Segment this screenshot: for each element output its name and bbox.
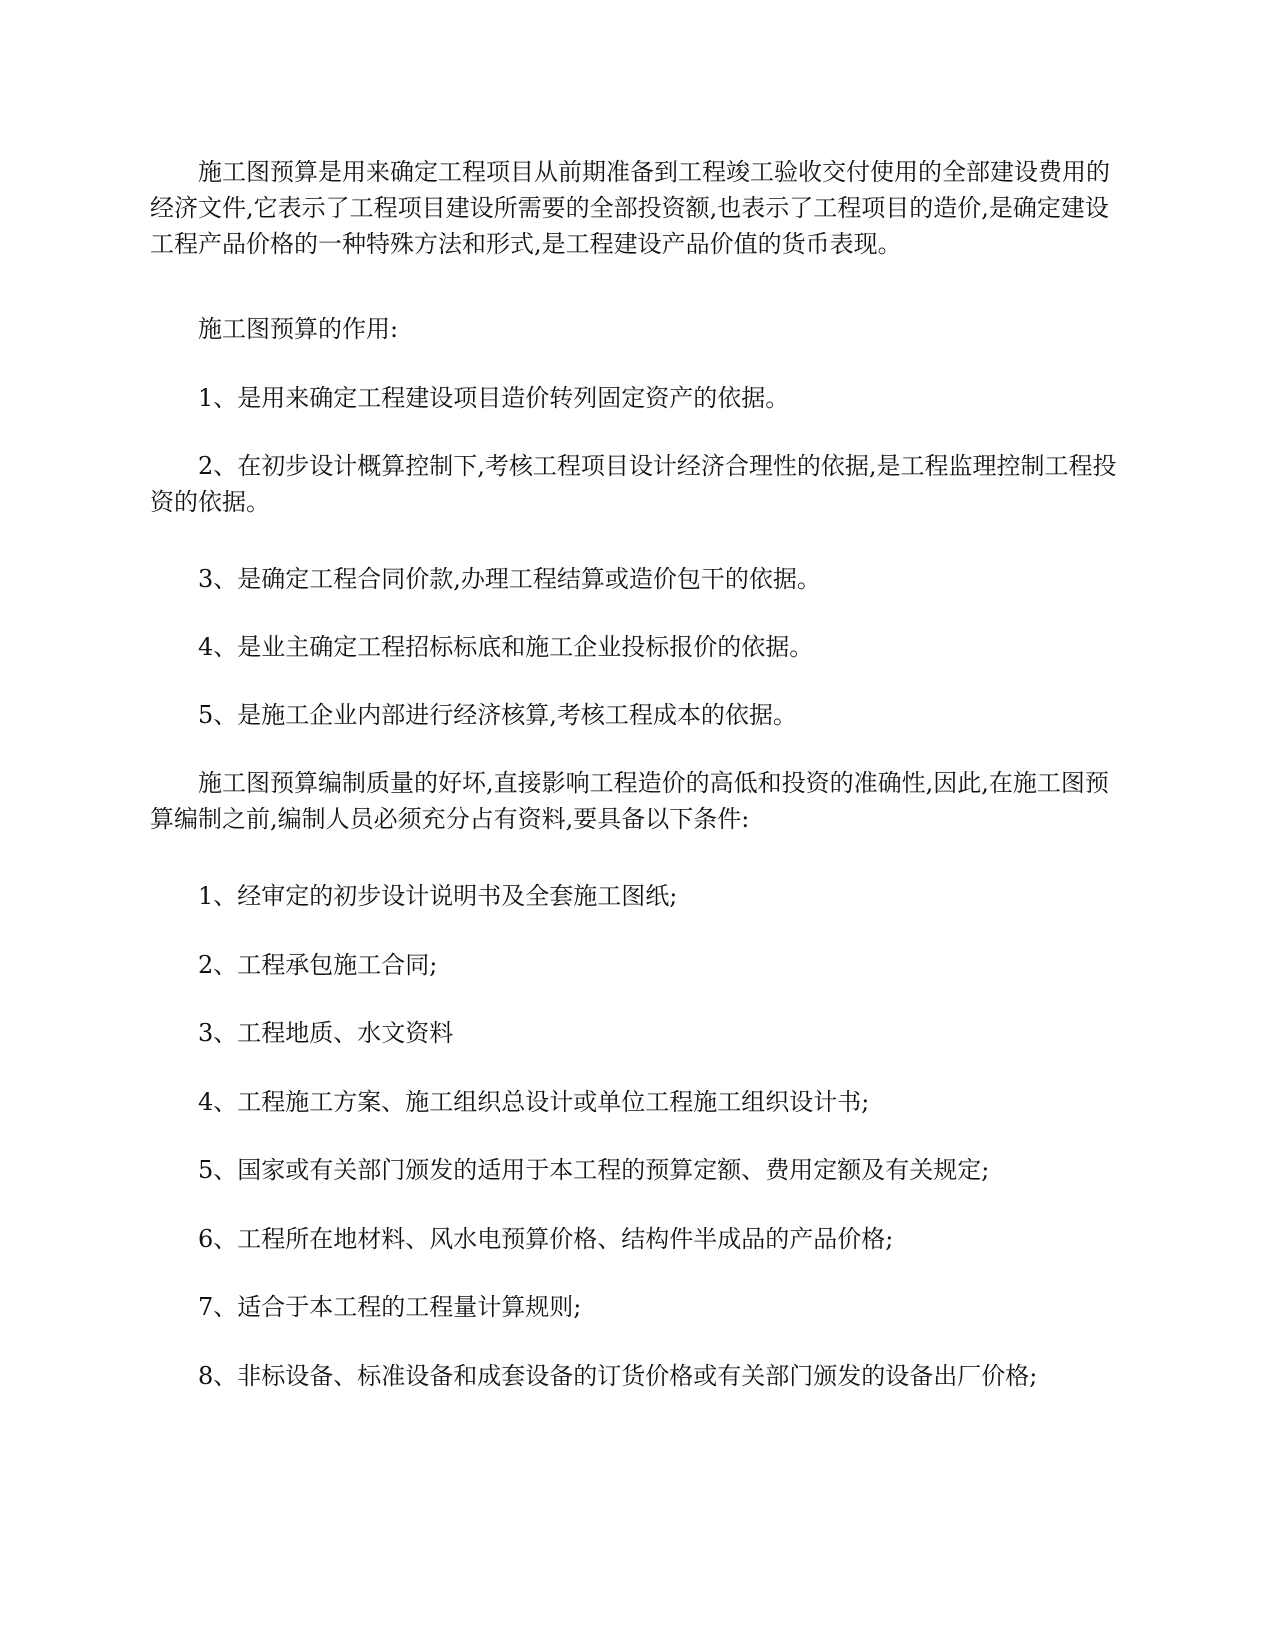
- paragraph-function-5: 5、是施工企业内部进行经济核算,考核工程成本的依据。: [198, 701, 797, 729]
- paragraph-condition-4: 4、工程施工方案、施工组织总设计或单位工程施工组织设计书;: [198, 1088, 870, 1116]
- paragraph-functions-heading: 施工图预算的作用:: [198, 315, 399, 343]
- paragraph-condition-8: 8、非标设备、标准设备和成套设备的订货价格或有关部门颁发的设备出厂价格;: [198, 1362, 1038, 1390]
- paragraph-function-2: 2、在初步设计概算控制下,考核工程项目设计经济合理性的依据,是工程监理控制工程投资的依据。: [150, 452, 1117, 516]
- paragraph-condition-5: 5、国家或有关部门颁发的适用于本工程的预算定额、费用定额及有关规定;: [198, 1156, 990, 1184]
- paragraph-condition-6: 6、工程所在地材料、风水电预算价格、结构件半成品的产品价格;: [198, 1225, 894, 1253]
- paragraph-conditions-intro: 施工图预算编制质量的好坏,直接影响工程造价的高低和投资的准确性,因此,在施工图预算编制之前,编制人员必须充分占有资料,要具备以下条件:: [150, 769, 1109, 833]
- paragraph-condition-3: 3、工程地质、水文资料: [198, 1019, 454, 1047]
- paragraph-condition-1: 1、经审定的初步设计说明书及全套施工图纸;: [198, 882, 678, 910]
- paragraph-function-3: 3、是确定工程合同价款,办理工程结算或造价包干的依据。: [198, 565, 821, 593]
- paragraph-function-1: 1、是用来确定工程建设项目造价转列固定资产的依据。: [198, 384, 790, 412]
- paragraph-condition-7: 7、适合于本工程的工程量计算规则;: [198, 1293, 582, 1321]
- paragraph-intro: 施工图预算是用来确定工程项目从前期准备到工程竣工验收交付使用的全部建设费用的经济文件,它表示了工程项目建设所需要的全部投资额,也表示了工程项目的造价,是确定建设工程产品价格的一种特殊方法和形式,是工程建设产品价值的货币表现。: [150, 158, 1110, 258]
- paragraph-condition-2: 2、工程承包施工合同;: [198, 951, 438, 979]
- paragraph-function-4: 4、是业主确定工程招标标底和施工企业投标报价的依据。: [198, 633, 814, 661]
